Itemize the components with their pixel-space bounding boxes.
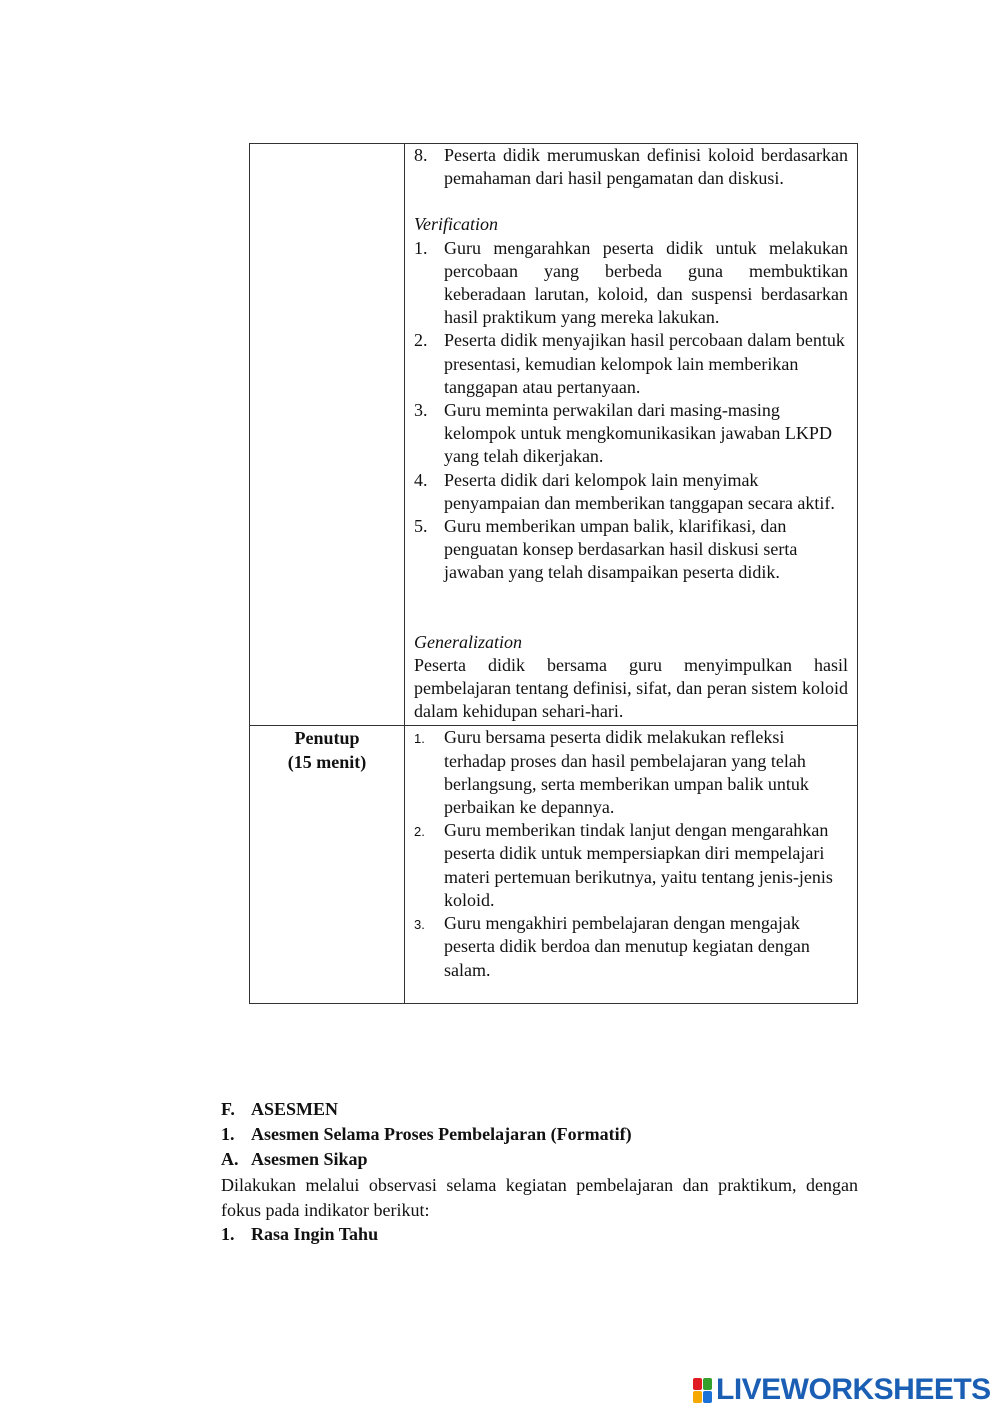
section-heading: F. ASESMEN xyxy=(221,1099,339,1119)
phase-label-cell xyxy=(250,726,405,1003)
verification-list xyxy=(414,237,848,585)
assessment-paragraph: Dilakukan melalui observasi selama kegiatan pembelajaran dan praktikum, dengan fokus pada indikator berikut: xyxy=(221,1175,858,1220)
closing-list xyxy=(414,726,848,981)
logo-block xyxy=(693,1391,702,1403)
subheading-formative: 1. Asesmen Selama Proses Pembelajaran (Formatif) xyxy=(221,1124,632,1144)
list-item: 4. Peserta didik dari kelompok lain menyimak penyampaian dan memberikan tanggapan secara aktif. xyxy=(414,469,835,513)
subheading-attitude: A. Asesmen Sikap xyxy=(221,1149,368,1169)
generalization-text: Peserta didik bersama guru menyimpulkan hasil pembelajaran tentang definisi, sifat, dan peran sistem koloid dalam kehidupan sehari-hari. xyxy=(414,654,848,722)
list-item: 8. Peserta didik merumuskan definisi koloid berdasarkan pemahaman dari hasil pengamatan dan diskusi. xyxy=(414,145,848,189)
phase-label: Penutup xyxy=(294,728,360,749)
assessment-section xyxy=(221,1098,858,1248)
phase-label-cell xyxy=(250,144,405,726)
list-item: 2. Guru memberikan tindak lanjut dengan mengarahkan peserta didik untuk mempersiapkan diri mempelajari materi pertemuan berikutnya, yaitu tentang jenis-jenis koloid. xyxy=(414,820,833,910)
table-row xyxy=(250,726,858,1003)
logo-block xyxy=(703,1378,712,1390)
list-item: 3. Guru mengakhiri pembelajaran dengan mengajak peserta didik berdoa dan menutup kegiatan dengan salam. xyxy=(414,913,810,980)
verification-title: Verification xyxy=(414,214,498,235)
logo-block xyxy=(703,1391,712,1403)
core-items-list xyxy=(414,144,848,190)
lesson-activity-table xyxy=(249,143,858,1004)
list-item: 2. Peserta didik menyajikan hasil percobaan dalam bentuk presentasi, kemudian kelompok lain memberikan tanggapan atau pertanyaan. xyxy=(414,330,845,397)
liveworksheets-logo[interactable] xyxy=(693,1374,991,1406)
logo-block xyxy=(693,1378,702,1390)
list-item: 5. Guru memberikan umpan balik, klarifikasi, dan penguatan konsep berdasarkan hasil diskusi serta jawaban yang telah disampaikan peserta didik. xyxy=(414,516,798,583)
logo-text: LIVEWORKSHEETS xyxy=(716,1373,991,1406)
list-item: 3. Guru meminta perwakilan dari masing-masing kelompok untuk mengkomunikasikan jawaban LKPD yang telah dikerjakan. xyxy=(414,400,832,467)
subheading-curiosity: 1. Rasa Ingin Tahu xyxy=(221,1224,379,1244)
list-item: 1. Guru bersama peserta didik melakukan refleksi terhadap proses dan hasil pembelajaran yang telah berlangsung, serta memberikan umpan balik untuk perbaikan ke depannya. xyxy=(414,727,809,818)
liveworksheets-logo-icon xyxy=(693,1378,712,1403)
table-row xyxy=(250,144,858,726)
activity-cell xyxy=(405,144,858,726)
phase-duration: (15 menit) xyxy=(287,751,367,772)
generalization-title: Generalization xyxy=(414,631,522,652)
list-item: 1. Guru mengarahkan peserta didik untuk melakukan percobaan yang berbeda guna membuktikan keberadaan larutan, koloid, dan suspensi berdasarkan hasil praktikum yang mereka lakukan. xyxy=(414,237,848,328)
activity-cell xyxy=(405,726,858,1003)
